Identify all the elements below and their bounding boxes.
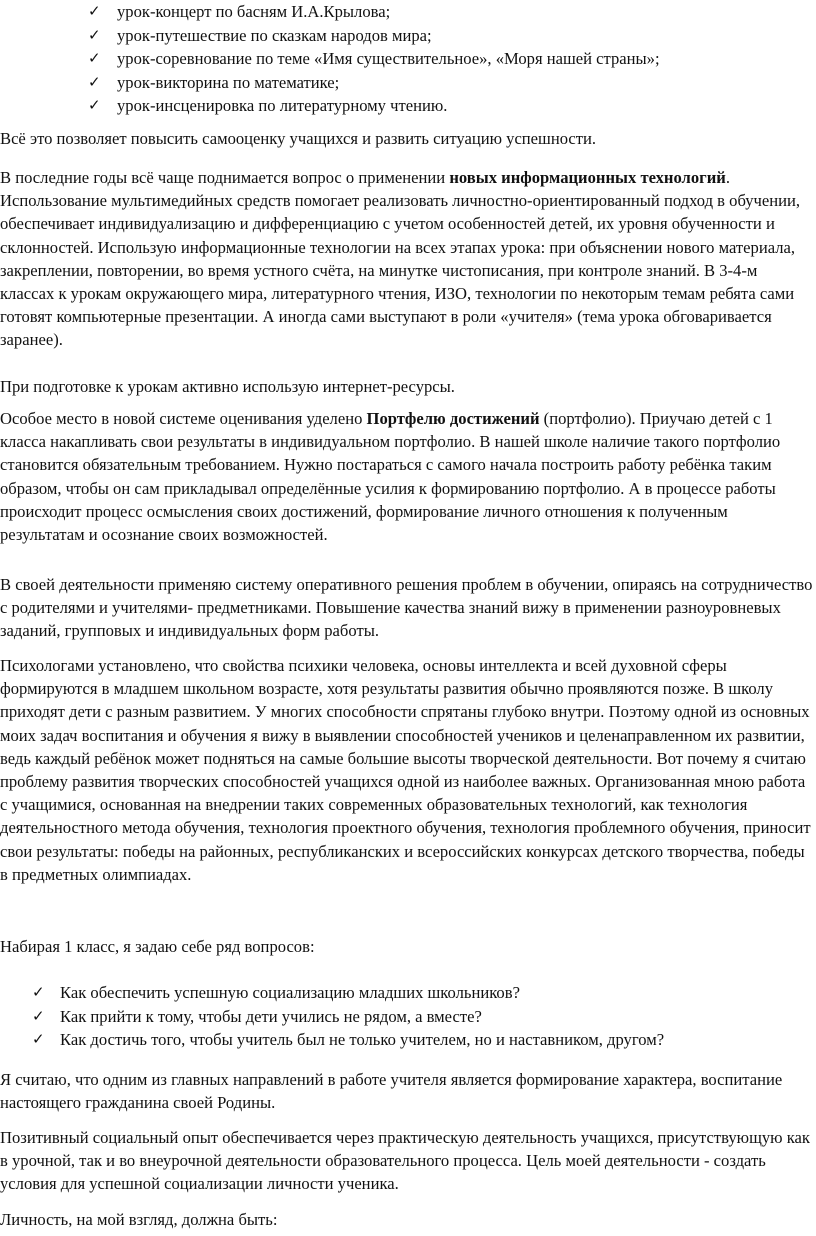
paragraph: Психологами установлено, что свойства психики человека, основы интеллекта и всей духовной сферы формируются в младшем школьном возрасте, хотя результаты развития обычно проявляются позже. В школу приходят дети с разным развитием. У многих способности спрятаны глубоко внутри. Поэтому одной из основных моих задач воспитания и обучения я вижу в выявлении способностей учеников и целенаправленном их развитии, ведь каждый ребёнок может подняться на самые большие высоты творческой деятельности. Вот почему я считаю проблему развития творческих способностей учащихся одной из наиболее важных. Организованная мною работа с учащимися, основанная на внедрении таких современных образовательных технологий, как технология деятельностного метода обучения, технология проектного обучения, технология проблемного обучения, приносит свои результаты: победы на районных, республиканских и всероссийских конкурсах детского творчества, победы в предметных олимпиадах. (0, 656, 811, 884)
list-item: ✓ урок-концерт по басням И.А.Крылова; (0, 0, 660, 24)
paragraph: Я считаю, что одним из главных направлений в работе учителя является формирование характера, воспитание настоящего гражданина своей Родины. (0, 1070, 783, 1113)
paragraph-portfolio: Особое место в новой системе оценивания уделено Портфелю достижений (портфолио). Приучаю детей с 1 класса накапливать свои результаты в индивидуальном портфолио. В нашей школе наличие такого портфолио становится обязательным требованием. Нужно постараться с самого начала построить работу ребёнка таким образом, чтобы он сам прикладывал определённые усилия к формированию портфолио. А в процессе работы происходит процесс осмысления своих достижений, формирование личного отношения к полученным результатам и осознание своих возможностей. (0, 409, 781, 545)
checkmark-icon: ✓ (88, 49, 101, 68)
paragraph-ict: В последние годы всё чаще поднимается вопрос о применении новых информационных технологий. Использование мультимедийных средств помогает реализовать личностно-ориентированный подход в обучении, обеспечивает индивидуализацию и дифференциацию с учетом особенностей детей, их уровня обученности и склонностей. Использую информационные технологии на всех этапах урока: при объяснении нового материала, закреплении, повторении, во время устного счёта, на минутке чистописания, при контроле знаний. В 3-4-м классах к урокам окружающего мира, литературного чтения, ИЗО, технологии по некоторым темам ребята сами готовят компьютерные презентации. А иногда сами выступают в роли «учителя» (тема урока обговаривается заранее). (0, 168, 801, 350)
paragraph: При подготовке к урокам активно использую интернет-ресурсы. (0, 377, 455, 396)
list-item: ✓ урок-путешествие по сказкам народов мира; (0, 24, 660, 48)
bold-term: Портфелю достижений (366, 409, 540, 428)
list-item: ✓ урок-викторина по математике; (0, 71, 660, 95)
paragraph: Набирая 1 класс, я задаю себе ряд вопросов: (0, 937, 315, 956)
checkmark-icon: ✓ (88, 72, 101, 91)
paragraph: В своей деятельности применяю систему оперативного решения проблем в обучении, опираясь на сотрудничество с родителями и учителями- предметниками. Повышение качества знаний вижу в применении разноуровневых заданий, групповых и индивидуальных форм работы. (0, 575, 813, 641)
paragraph: Личность, на мой взгляд, должна быть: (0, 1210, 278, 1229)
paragraph: Всё это позволяет повысить самооценку учащихся и развить ситуацию успешности. (0, 129, 597, 148)
list-item: ✓ Как достичь того, чтобы учитель был не только учителем, но и наставником, другом? (0, 1028, 664, 1052)
checkmark-icon: ✓ (32, 1006, 45, 1025)
lesson-types-list (0, 0, 660, 118)
bold-term: новых информационных технологий (449, 168, 726, 187)
checkmark-icon: ✓ (88, 96, 101, 115)
checkmark-icon: ✓ (32, 1030, 45, 1049)
paragraph: Позитивный социальный опыт обеспечивается через практическую деятельность учащихся, присутствующую как в урочной, так и во внеурочной деятельности образовательного процесса. Цель моей деятельности - создать условия для успешной социализации личности ученика. (0, 1128, 810, 1194)
list-item: ✓ Как обеспечить успешную социализацию младших школьников? (0, 981, 664, 1005)
list-item: ✓ урок-соревнование по теме «Имя существительное», «Моря нашей страны»; (0, 47, 660, 71)
checkmark-icon: ✓ (88, 25, 101, 44)
checkmark-icon: ✓ (32, 983, 45, 1001)
list-item: ✓ Как прийти к тому, чтобы дети учились не рядом, а вместе? (0, 1005, 664, 1029)
checkmark-icon: ✓ (88, 2, 101, 20)
list-item: ✓ урок-инсценировка по литературному чтению. (0, 94, 660, 118)
questions-list (0, 981, 664, 1052)
